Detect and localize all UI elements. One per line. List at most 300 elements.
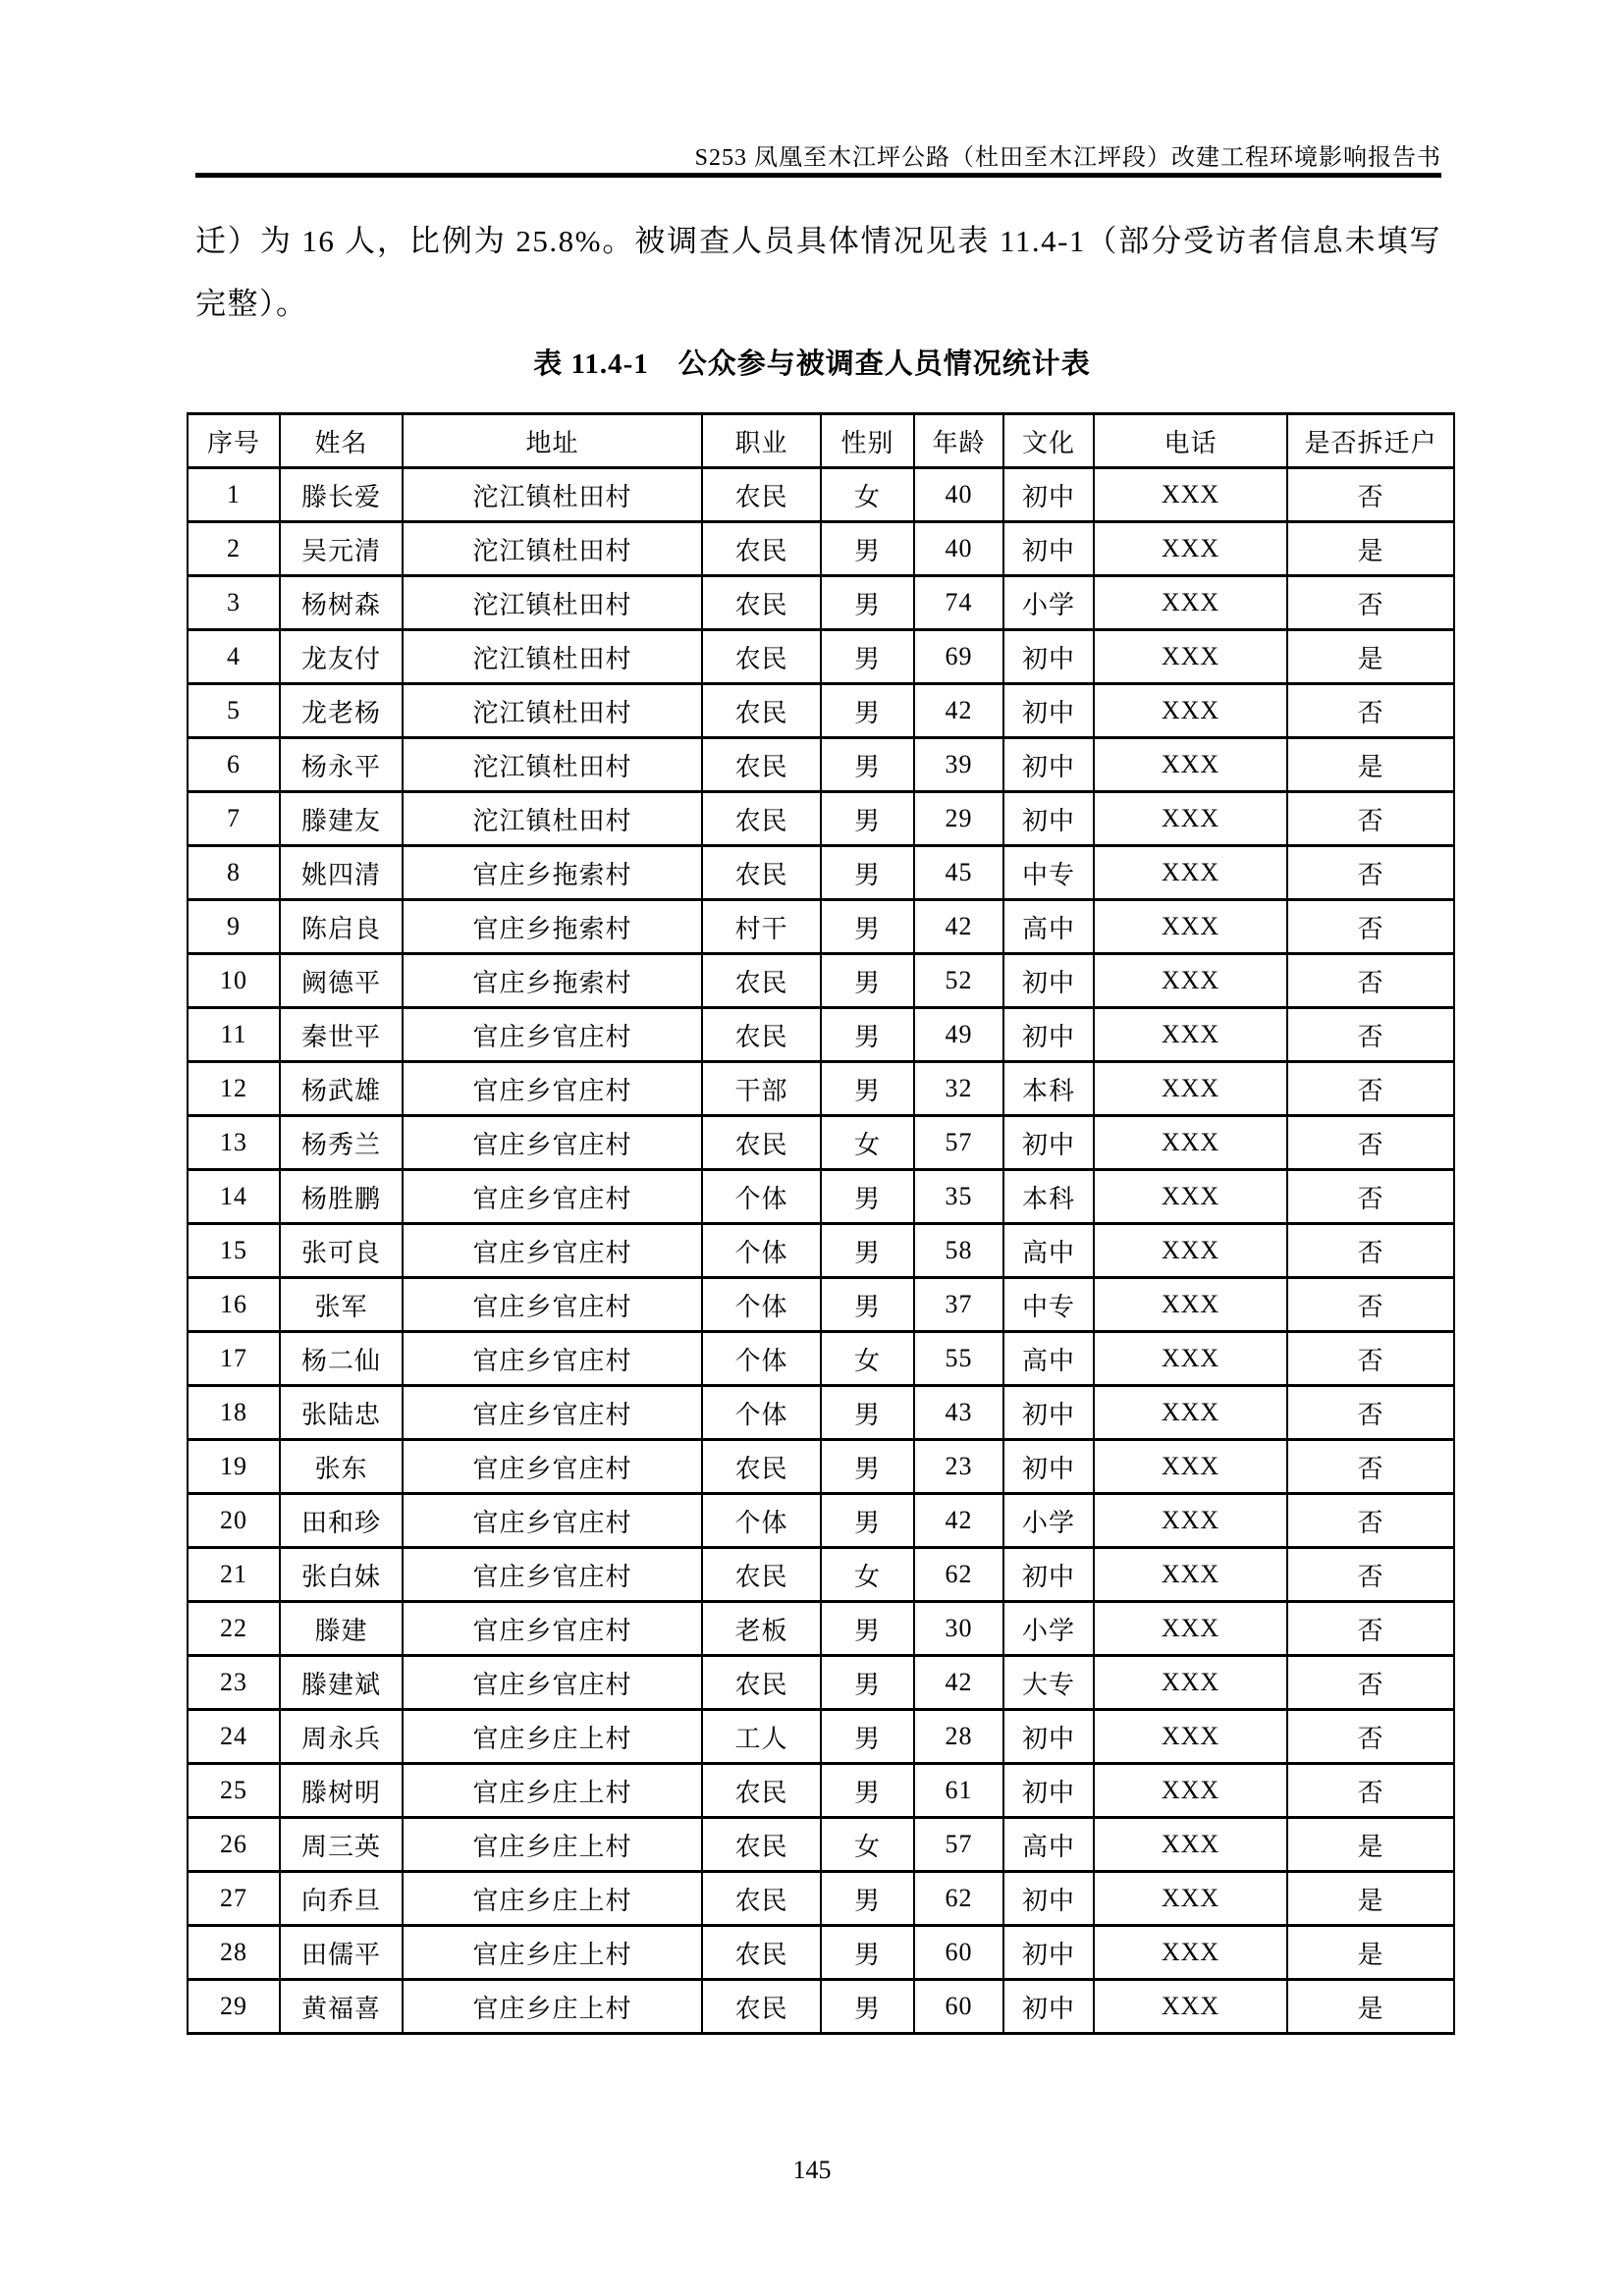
table-cell: 中专 (1003, 846, 1094, 900)
table-cell: 农民 (702, 1116, 821, 1170)
table-row (188, 1386, 1454, 1440)
table-cell: 官庄乡庄上村 (403, 1926, 702, 1980)
table-cell: 初中 (1003, 954, 1094, 1008)
table-cell: 3 (188, 576, 280, 630)
table-cell: 中专 (1003, 1278, 1094, 1332)
table-cell: 农民 (702, 954, 821, 1008)
table-cell: 滕建斌 (280, 1656, 403, 1710)
table-cell: 否 (1287, 1764, 1454, 1818)
table-cell: 张白妹 (280, 1548, 403, 1602)
table-cell: 57 (914, 1818, 1003, 1872)
table-cell: 龙友付 (280, 630, 403, 684)
table-cell: XXX (1094, 1062, 1287, 1116)
table-cell: 小学 (1003, 1602, 1094, 1656)
table-cell: 农民 (702, 630, 821, 684)
table-cell: 周永兵 (280, 1710, 403, 1764)
table-cell: 农民 (702, 1980, 821, 2034)
table-cell: 沱江镇杜田村 (403, 738, 702, 792)
table-cell: 8 (188, 846, 280, 900)
table-cell: 初中 (1003, 1008, 1094, 1062)
table-cell: 滕建 (280, 1602, 403, 1656)
table-cell: 42 (914, 1494, 1003, 1548)
table-cell: 28 (914, 1710, 1003, 1764)
table-cell: 否 (1287, 1062, 1454, 1116)
table-cell: 19 (188, 1440, 280, 1494)
table-cell: 男 (821, 1926, 914, 1980)
table-cell: 25 (188, 1764, 280, 1818)
column-header: 文化 (1003, 414, 1094, 468)
table-cell: 否 (1287, 1332, 1454, 1386)
table-cell: 21 (188, 1548, 280, 1602)
table-cell: 初中 (1003, 468, 1094, 522)
table-cell: 男 (821, 792, 914, 846)
table-cell: 27 (188, 1872, 280, 1926)
table-row (188, 792, 1454, 846)
table-cell: 个体 (702, 1170, 821, 1224)
table-cell: 农民 (702, 1764, 821, 1818)
table-cell: 45 (914, 846, 1003, 900)
table-cell: 官庄乡官庄村 (403, 1116, 702, 1170)
table-cell: XXX (1094, 1926, 1287, 1980)
table-cell: 42 (914, 684, 1003, 738)
table-cell: 农民 (702, 846, 821, 900)
table-cell: 43 (914, 1386, 1003, 1440)
table-cell: 20 (188, 1494, 280, 1548)
table-cell: 6 (188, 738, 280, 792)
table-cell: 男 (821, 1710, 914, 1764)
table-cell: 初中 (1003, 1440, 1094, 1494)
table-cell: 向乔旦 (280, 1872, 403, 1926)
table-cell: 62 (914, 1548, 1003, 1602)
table-cell: 女 (821, 1116, 914, 1170)
table-cell: 滕树明 (280, 1764, 403, 1818)
table-cell: 本科 (1003, 1170, 1094, 1224)
table-row (188, 1278, 1454, 1332)
column-header: 姓名 (280, 414, 403, 468)
table-cell: 10 (188, 954, 280, 1008)
table-cell: 初中 (1003, 630, 1094, 684)
table-cell: 农民 (702, 1818, 821, 1872)
table-cell: 官庄乡官庄村 (403, 1440, 702, 1494)
table-cell: 老板 (702, 1602, 821, 1656)
column-header: 电话 (1094, 414, 1287, 468)
table-cell: 张陆忠 (280, 1386, 403, 1440)
table-cell: XXX (1094, 576, 1287, 630)
table-cell: 高中 (1003, 1818, 1094, 1872)
table-cell: 农民 (702, 1008, 821, 1062)
table-cell: 官庄乡拖索村 (403, 846, 702, 900)
table-cell: XXX (1094, 468, 1287, 522)
table-cell: 42 (914, 1656, 1003, 1710)
table-cell: 官庄乡官庄村 (403, 1170, 702, 1224)
table-cell: XXX (1094, 1980, 1287, 2034)
table-cell: 15 (188, 1224, 280, 1278)
table-cell: 男 (821, 1656, 914, 1710)
column-header: 是否拆迁户 (1287, 414, 1454, 468)
table-cell: 男 (821, 522, 914, 576)
table-cell: 农民 (702, 1440, 821, 1494)
table-cell: 4 (188, 630, 280, 684)
table-cell: 初中 (1003, 522, 1094, 576)
table-cell: 农民 (702, 1872, 821, 1926)
table-cell: 男 (821, 1764, 914, 1818)
table-cell: 男 (821, 630, 914, 684)
table-cell: 22 (188, 1602, 280, 1656)
table-cell: 61 (914, 1764, 1003, 1818)
table-cell: 初中 (1003, 1764, 1094, 1818)
table-row (188, 522, 1454, 576)
table-cell: 官庄乡官庄村 (403, 1332, 702, 1386)
table-cell: 小学 (1003, 576, 1094, 630)
table-cell: 男 (821, 1062, 914, 1116)
table-row (188, 1494, 1454, 1548)
table-row (188, 1818, 1454, 1872)
table-cell: 18 (188, 1386, 280, 1440)
table-cell: 男 (821, 846, 914, 900)
table-cell: XXX (1094, 684, 1287, 738)
table-cell: 官庄乡官庄村 (403, 1494, 702, 1548)
table-cell: 26 (188, 1818, 280, 1872)
table-cell: 男 (821, 954, 914, 1008)
table-cell: 杨胜鹏 (280, 1170, 403, 1224)
table-cell: 17 (188, 1332, 280, 1386)
table-cell: 官庄乡官庄村 (403, 1008, 702, 1062)
table-row (188, 1980, 1454, 2034)
header-rule (195, 173, 1441, 178)
table-row (188, 1332, 1454, 1386)
table-cell: 个体 (702, 1278, 821, 1332)
table-cell: 阙德平 (280, 954, 403, 1008)
table-cell: 初中 (1003, 1872, 1094, 1926)
table-cell: 否 (1287, 1224, 1454, 1278)
table-cell: 张东 (280, 1440, 403, 1494)
table-cell: 农民 (702, 1656, 821, 1710)
table-cell: 12 (188, 1062, 280, 1116)
table-cell: 是 (1287, 738, 1454, 792)
table-cell: 官庄乡官庄村 (403, 1548, 702, 1602)
table-cell: 黄福喜 (280, 1980, 403, 2034)
table-row (188, 1116, 1454, 1170)
column-header: 职业 (702, 414, 821, 468)
table-cell: 否 (1287, 576, 1454, 630)
table-cell: 女 (821, 1818, 914, 1872)
table-cell: 否 (1287, 1494, 1454, 1548)
table-cell: XXX (1094, 738, 1287, 792)
table-cell: 吴元清 (280, 522, 403, 576)
table-cell: XXX (1094, 1872, 1287, 1926)
table-cell: 陈启良 (280, 900, 403, 954)
table-cell: XXX (1094, 1440, 1287, 1494)
table-cell: 否 (1287, 1278, 1454, 1332)
table-cell: 5 (188, 684, 280, 738)
table-cell: 16 (188, 1278, 280, 1332)
table-cell: 男 (821, 684, 914, 738)
table-cell: 男 (821, 1008, 914, 1062)
table-cell: 男 (821, 1224, 914, 1278)
table-cell: 1 (188, 468, 280, 522)
table-cell: 否 (1287, 684, 1454, 738)
table-cell: 初中 (1003, 1548, 1094, 1602)
table-cell: 官庄乡拖索村 (403, 954, 702, 1008)
table-cell: 57 (914, 1116, 1003, 1170)
table-cell: XXX (1094, 1386, 1287, 1440)
table-cell: 农民 (702, 738, 821, 792)
table-cell: 52 (914, 954, 1003, 1008)
table-row (188, 576, 1454, 630)
body-paragraph: 迁）为 16 人，比例为 25.8%。被调查人员具体情况见表 11.4-1（部分受访者信息未填写完整）。 (195, 224, 1441, 321)
table-cell: 否 (1287, 846, 1454, 900)
table-row (188, 1224, 1454, 1278)
table-cell: 否 (1287, 900, 1454, 954)
table-row (188, 630, 1454, 684)
table-cell: 个体 (702, 1224, 821, 1278)
table-cell: 田儒平 (280, 1926, 403, 1980)
table-cell: 高中 (1003, 900, 1094, 954)
column-header: 地址 (403, 414, 702, 468)
table-cell: 初中 (1003, 738, 1094, 792)
table-cell: 60 (914, 1926, 1003, 1980)
table-cell: 否 (1287, 792, 1454, 846)
table-cell: 是 (1287, 522, 1454, 576)
table-cell: 30 (914, 1602, 1003, 1656)
table-cell: 是 (1287, 1872, 1454, 1926)
table-cell: 官庄乡拖索村 (403, 900, 702, 954)
running-header: S253 凤凰至木江坪公路（杜田至木江坪段）改建工程环境影响报告书 (694, 145, 1441, 171)
table-row (188, 1548, 1454, 1602)
table-cell: 官庄乡官庄村 (403, 1278, 702, 1332)
table-cell: 高中 (1003, 1224, 1094, 1278)
table-cell: XXX (1094, 1278, 1287, 1332)
table-cell: 2 (188, 522, 280, 576)
table-cell: XXX (1094, 1656, 1287, 1710)
table-cell: 秦世平 (280, 1008, 403, 1062)
table-cell: XXX (1094, 1818, 1287, 1872)
table-row (188, 1872, 1454, 1926)
table-cell: 初中 (1003, 1926, 1094, 1980)
table-cell: 28 (188, 1926, 280, 1980)
table-cell: 农民 (702, 684, 821, 738)
table-row (188, 954, 1454, 1008)
table-cell: 初中 (1003, 1116, 1094, 1170)
table-cell: 女 (821, 1332, 914, 1386)
table-cell: 杨秀兰 (280, 1116, 403, 1170)
table-cell: 农民 (702, 468, 821, 522)
table-cell: 否 (1287, 1008, 1454, 1062)
table-cell: 张军 (280, 1278, 403, 1332)
table-cell: 官庄乡庄上村 (403, 1818, 702, 1872)
table-cell: 55 (914, 1332, 1003, 1386)
table-cell: 本科 (1003, 1062, 1094, 1116)
table-cell: 官庄乡官庄村 (403, 1224, 702, 1278)
table-cell: 女 (821, 1548, 914, 1602)
table-cell: 沱江镇杜田村 (403, 576, 702, 630)
table-row (188, 900, 1454, 954)
table-cell: 58 (914, 1224, 1003, 1278)
table-cell: 29 (188, 1980, 280, 2034)
table-cell: 是 (1287, 1926, 1454, 1980)
table-cell: 官庄乡庄上村 (403, 1980, 702, 2034)
header-row (188, 414, 1454, 468)
column-header: 序号 (188, 414, 280, 468)
table-cell: XXX (1094, 1170, 1287, 1224)
table-cell: 男 (821, 1170, 914, 1224)
table-cell: XXX (1094, 954, 1287, 1008)
table-cell: 否 (1287, 1386, 1454, 1440)
table-cell: 否 (1287, 1170, 1454, 1224)
table-cell: XXX (1094, 630, 1287, 684)
table-cell: XXX (1094, 1494, 1287, 1548)
table-row (188, 684, 1454, 738)
table-cell: XXX (1094, 792, 1287, 846)
table-cell: 男 (821, 1872, 914, 1926)
table-cell: 龙老杨 (280, 684, 403, 738)
table-row (188, 846, 1454, 900)
table-caption: 表 11.4-1 公众参与被调查人员情况统计表 (533, 348, 1091, 380)
table-cell: 官庄乡官庄村 (403, 1602, 702, 1656)
table-cell: 农民 (702, 1548, 821, 1602)
table-cell: 官庄乡庄上村 (403, 1872, 702, 1926)
table-cell: XXX (1094, 1224, 1287, 1278)
table-cell: 37 (914, 1278, 1003, 1332)
table-cell: 男 (821, 576, 914, 630)
table-cell: 23 (188, 1656, 280, 1710)
page-number: 145 (792, 2156, 832, 2184)
table-cell: 农民 (702, 1926, 821, 1980)
table-cell: 农民 (702, 522, 821, 576)
table-cell: 是 (1287, 630, 1454, 684)
table-cell: 滕长爱 (280, 468, 403, 522)
table-cell: XXX (1094, 1116, 1287, 1170)
table-cell: 农民 (702, 576, 821, 630)
column-header: 年龄 (914, 414, 1003, 468)
table-row (188, 1170, 1454, 1224)
table-cell: 官庄乡官庄村 (403, 1062, 702, 1116)
table-cell: 男 (821, 1602, 914, 1656)
table-cell: 否 (1287, 1710, 1454, 1764)
table-cell: 74 (914, 576, 1003, 630)
table-cell: 女 (821, 468, 914, 522)
table-cell: 初中 (1003, 1980, 1094, 2034)
table-cell: 工人 (702, 1710, 821, 1764)
table-cell: XXX (1094, 846, 1287, 900)
table-cell: 初中 (1003, 792, 1094, 846)
table-cell: 杨二仙 (280, 1332, 403, 1386)
table-cell: 杨武雄 (280, 1062, 403, 1116)
table-row (188, 1062, 1454, 1116)
table-cell: 23 (914, 1440, 1003, 1494)
table-cell: 沱江镇杜田村 (403, 792, 702, 846)
table-cell: 24 (188, 1710, 280, 1764)
table-cell: 9 (188, 900, 280, 954)
table-cell: XXX (1094, 1710, 1287, 1764)
table-cell: 否 (1287, 1602, 1454, 1656)
table-cell: 沱江镇杜田村 (403, 684, 702, 738)
table-cell: 是 (1287, 1818, 1454, 1872)
table-cell: 是 (1287, 1980, 1454, 2034)
column-header: 性别 (821, 414, 914, 468)
table-cell: XXX (1094, 522, 1287, 576)
table-row (188, 1440, 1454, 1494)
survey-table (187, 412, 1455, 2035)
table-cell: 49 (914, 1008, 1003, 1062)
table-cell: 7 (188, 792, 280, 846)
table-cell: XXX (1094, 1548, 1287, 1602)
table-cell: 个体 (702, 1332, 821, 1386)
table-cell: 田和珍 (280, 1494, 403, 1548)
table-row (188, 1764, 1454, 1818)
table-cell: 初中 (1003, 1386, 1094, 1440)
table-cell: 42 (914, 900, 1003, 954)
table-cell: 35 (914, 1170, 1003, 1224)
table-cell: 29 (914, 792, 1003, 846)
table-row (188, 1656, 1454, 1710)
table-cell: 初中 (1003, 684, 1094, 738)
table-cell: 11 (188, 1008, 280, 1062)
table-cell: 男 (821, 1494, 914, 1548)
survey-table-body (188, 468, 1454, 2034)
table-cell: 13 (188, 1116, 280, 1170)
table-cell: 沱江镇杜田村 (403, 522, 702, 576)
table-cell: 周三英 (280, 1818, 403, 1872)
table-cell: 男 (821, 1386, 914, 1440)
table-row (188, 1710, 1454, 1764)
table-cell: 否 (1287, 1440, 1454, 1494)
table-cell: 14 (188, 1170, 280, 1224)
table-cell: 大专 (1003, 1656, 1094, 1710)
table-row (188, 468, 1454, 522)
table-cell: 姚四清 (280, 846, 403, 900)
table-cell: XXX (1094, 1008, 1287, 1062)
table-cell: 否 (1287, 954, 1454, 1008)
table-row (188, 1926, 1454, 1980)
table-cell: 32 (914, 1062, 1003, 1116)
table-cell: 村干 (702, 900, 821, 954)
table-cell: 男 (821, 1278, 914, 1332)
table-cell: XXX (1094, 1332, 1287, 1386)
table-cell: 62 (914, 1872, 1003, 1926)
table-row (188, 1008, 1454, 1062)
table-cell: 小学 (1003, 1494, 1094, 1548)
table-cell: 滕建友 (280, 792, 403, 846)
table-cell: 干部 (702, 1062, 821, 1116)
table-cell: 否 (1287, 1116, 1454, 1170)
table-cell: 否 (1287, 1548, 1454, 1602)
table-cell: 69 (914, 630, 1003, 684)
table-cell: 高中 (1003, 1332, 1094, 1386)
table-cell: 官庄乡庄上村 (403, 1764, 702, 1818)
table-cell: 男 (821, 1980, 914, 2034)
table-cell: 个体 (702, 1386, 821, 1440)
table-cell: 男 (821, 738, 914, 792)
table-cell: 官庄乡官庄村 (403, 1386, 702, 1440)
table-cell: XXX (1094, 1764, 1287, 1818)
table-row (188, 1602, 1454, 1656)
table-cell: 杨永平 (280, 738, 403, 792)
table-cell: 否 (1287, 1656, 1454, 1710)
table-row (188, 738, 1454, 792)
table-cell: 40 (914, 522, 1003, 576)
table-cell: 60 (914, 1980, 1003, 2034)
table-cell: 个体 (702, 1494, 821, 1548)
table-cell: 男 (821, 1440, 914, 1494)
table-cell: XXX (1094, 1602, 1287, 1656)
table-cell: 沱江镇杜田村 (403, 468, 702, 522)
table-cell: 40 (914, 468, 1003, 522)
table-cell: 沱江镇杜田村 (403, 630, 702, 684)
table-cell: XXX (1094, 900, 1287, 954)
table-cell: 官庄乡庄上村 (403, 1710, 702, 1764)
table-cell: 男 (821, 900, 914, 954)
